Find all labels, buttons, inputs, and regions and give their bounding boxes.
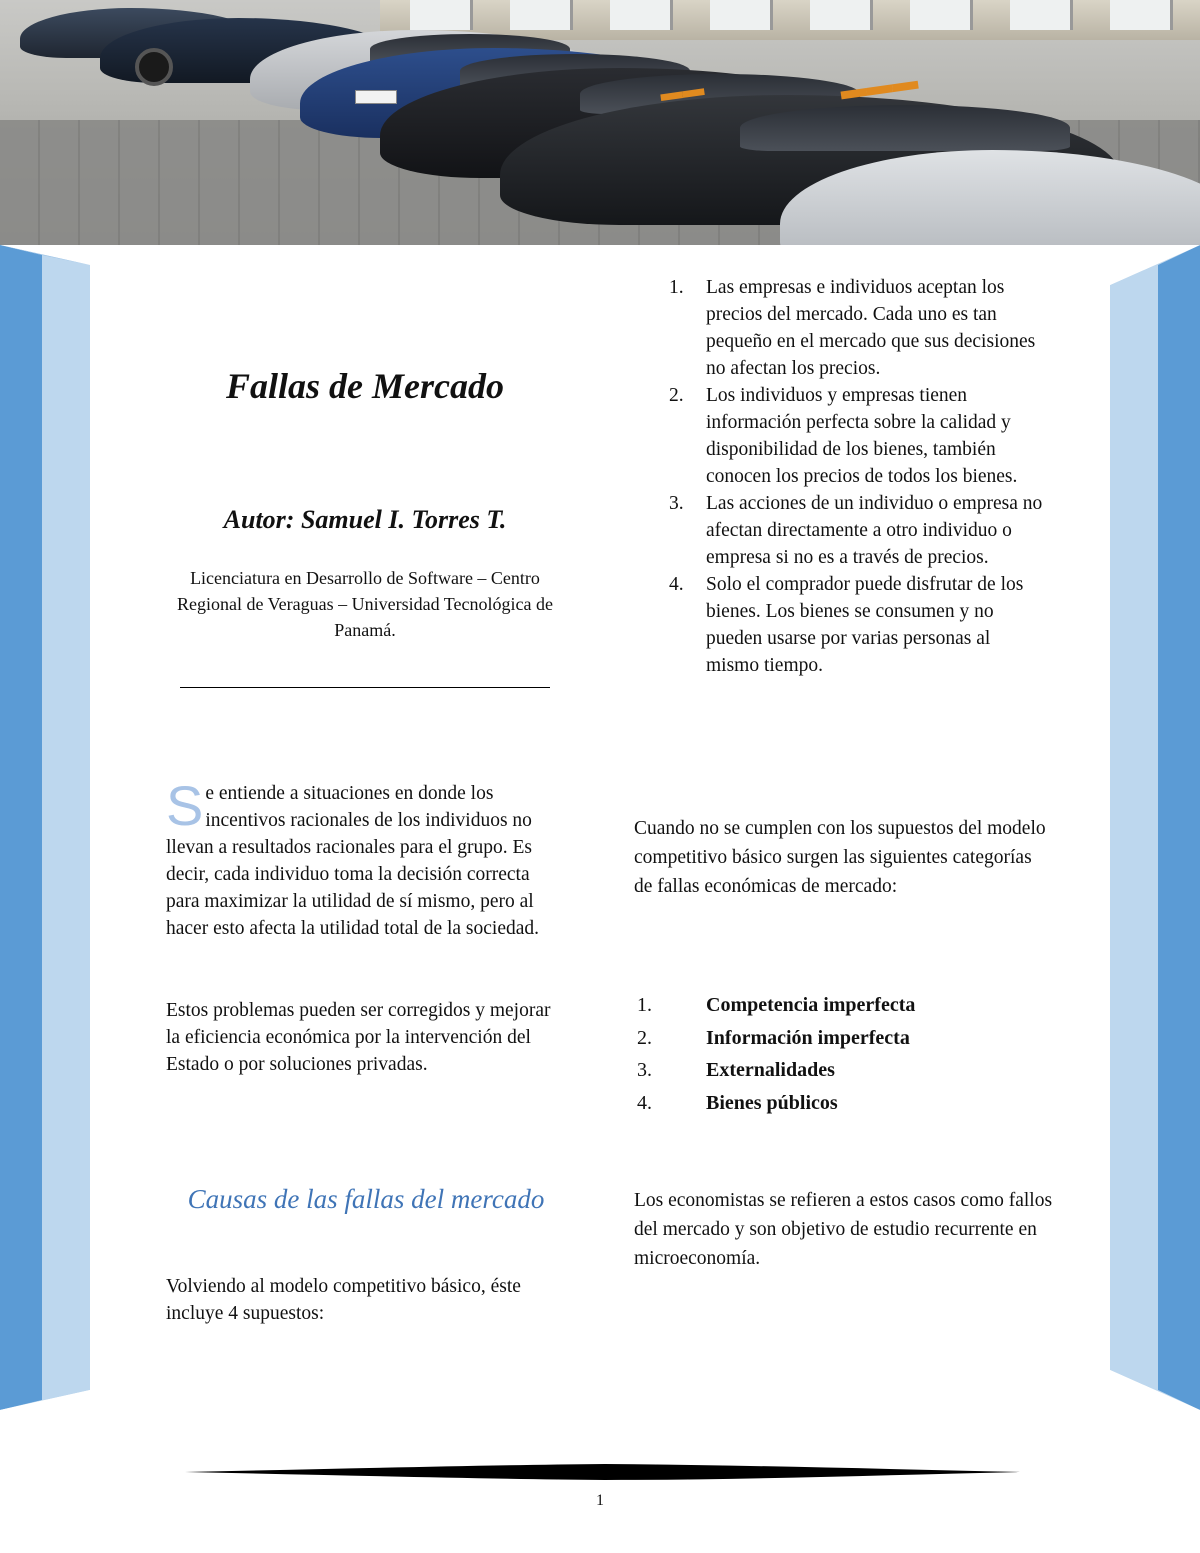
affiliation: Licenciatura en Desarrollo de Software – Centro Regional de Veraguas – Universidad Tecnológica de Panamá. (177, 568, 553, 640)
list-text: Las empresas e individuos aceptan los precios del mercado. Cada uno es tan pequeño en el mercado que sus decisiones no afectan los precios. (706, 277, 1036, 379)
paragraph-corrections: Estos problemas pueden ser corregidos y mejorar la eficiencia económica por la intervención del Estado o por soluciones privadas. (166, 1000, 551, 1075)
header-photo-cars (0, 0, 1200, 245)
intro-paragraph (166, 774, 566, 942)
author-line: Autor: Samuel I. Torres T. (223, 505, 507, 534)
list-text: Información imperfecta (706, 1026, 910, 1049)
list-item (666, 274, 1046, 382)
list-item (634, 1022, 1054, 1055)
list-text: Competencia imperfecta (706, 994, 916, 1016)
paragraph-categories-intro: Cuando no se cumplen con los supuestos del modelo competitivo básico surgen las siguientes categorías de fallas económicas de mercado: (634, 818, 1046, 897)
intro-text: e entiende a situaciones en donde los incentivos racionales de los individuos no llevan a resultados racionales para el grupo. Es decir, cada individuo toma la decisión correcta para maximizar la utilidad de sí mismo, pero al hacer esto afecta la utilidad total de la sociedad. (166, 783, 540, 939)
list-text: Externalidades (706, 1059, 835, 1081)
list-number: 4. (669, 574, 684, 595)
list-number: 4. (637, 1091, 652, 1114)
list-text: Los individuos y empresas tienen información perfecta sobre la calidad y disponibilidad de los bienes, también conocen los precios de todos los bienes. (706, 385, 1018, 487)
left-side-decoration (0, 245, 90, 1410)
list-number: 2. (637, 1026, 652, 1049)
list-text: Bienes públicos (706, 1091, 838, 1114)
list-item (666, 490, 1046, 571)
list-number: 3. (637, 1059, 652, 1081)
right-side-decoration (1110, 245, 1200, 1410)
categories-list (634, 989, 1054, 1119)
page-number: 1 (596, 1492, 604, 1509)
footer-divider (185, 1462, 1020, 1482)
list-text: Solo el comprador puede disfrutar de los bienes. Los bienes se consumen y no pueden usarse por varias personas al mismo tiempo. (706, 574, 1024, 676)
document-title: Fallas de Mercado (226, 366, 504, 406)
list-item (634, 1087, 1054, 1120)
paragraph-assumptions-intro: Volviendo al modelo competitivo básico, éste incluye 4 supuestos: (166, 1276, 521, 1324)
price-sticker-graphic: ▬▬ (658, 75, 706, 106)
divider-line (180, 687, 550, 688)
section-heading: Causas de las fallas del mercado (187, 1184, 545, 1214)
drop-cap: S (166, 774, 204, 837)
list-number: 1. (637, 994, 652, 1016)
paragraph-conclusion: Los economistas se refieren a estos casos como fallos del mercado y son objetivo de estudio recurrente en microeconomía. (634, 1190, 1053, 1269)
list-number: 3. (669, 493, 684, 514)
assumptions-list (666, 274, 1046, 679)
list-item (634, 1054, 1054, 1087)
list-number: 1. (669, 277, 684, 298)
list-item (666, 571, 1046, 679)
list-number: 2. (669, 385, 684, 406)
list-text: Las acciones de un individuo o empresa no afectan directamente a otro individuo o empresa si no es a través de precios. (706, 493, 1043, 568)
price-sticker-graphic: ▬▬▬ (838, 64, 920, 106)
list-item (666, 382, 1046, 490)
list-item (634, 989, 1054, 1022)
